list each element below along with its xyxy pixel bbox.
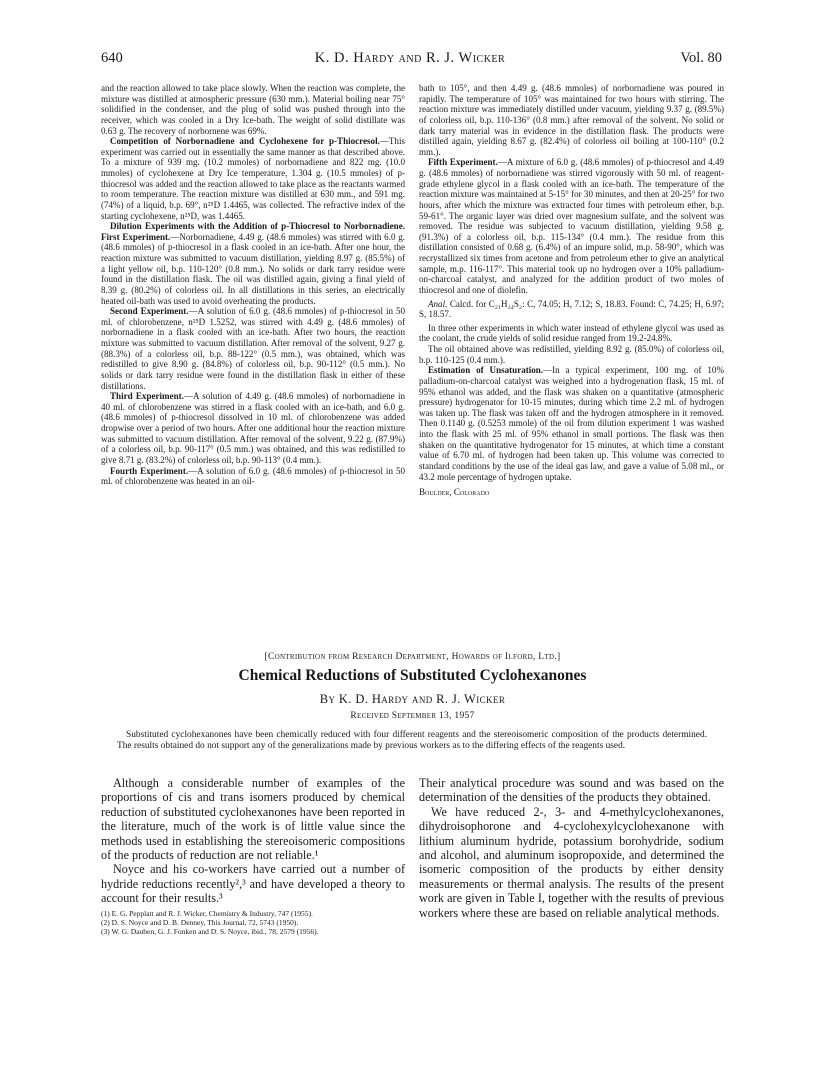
body-paragraph: Noyce and his co-workers have carried out a number of hydride reductions recently²,³ and have developed a theory to account for their results.³	[101, 862, 405, 906]
body-left-column	[101, 776, 405, 937]
body-right-column	[419, 776, 724, 920]
paragraph: bath to 105°, and then 4.49 g. (48.6 mmoles) of norbornadiene was poured in rapidly. The temperature of 105° was maintained for two hours with stirring. The reaction mixture was immediately distilled under vacuum, yielding 9.37 g. (89.5%) of colorless oil, b.p. 110-136° (0.8 mm.) after removal of the solvent. No solid or dark tarry material was in evidence in the distillation flask. The products were distilled again, yielding 8.67 g. (82.4%) of colorless oil boiling at 100-110° (0.2 mm.).	[419, 83, 724, 157]
left-column	[101, 83, 405, 487]
paragraph: Competition of Norbornadiene and Cyclohexene for p-Thiocresol.—This experiment was carried out in essentially the same manner as that described above. To a mixture of 939 mg. (10.2 mmoles) of norbornadiene and 822 mg. (10.0 mmoles) of cyclohexene at Dry Ice temperature, 1.304 g. (10.5 mmoles) of p-thiocresol was added and the reaction allowed to take place as the reactants warmed to room temperature. The reaction mixture was distilled at 630 mm., and 591 mg. (74%) of a liquid, b.p. 69°, n²⁵D 1.4465, was collected. The refractive index of the starting cyclohexene, n²⁵D, was 1.4465.	[101, 136, 405, 221]
abstract	[117, 730, 707, 752]
paragraph: Fifth Experiment.—A mixture of 6.0 g. (48.6 mmoles) of p-thiocresol and 4.49 g. (48.6 mmoles) of norbornadiene was stirred vigorously with 50 ml. of reagent-grade ethylene glycol in a flask cooled with an ice-bath. The temperature of the reaction mixture was maintained at 5-15° for 30 minutes, and then at 20-25° for two hours, after which the mixture was extracted four times with petroleum ether, b.p. 59-61°. The organic layer was dried over magnesium sulfate, and the solvent was removed. The residue was subjected to vacuum distillation, yielding 9.58 g. (91.3%) of a colorless oil, b.p. 115-134° (0.4 mm.). The residue from this distillation consisted of 0.68 g. (6.4%) of an impure solid, m.p. 58-90°, which was recrystallized six times from acetone and from petroleum ether to give an analytical sample, m.p. 116-117°. This material took up no hydrogen over a 10% palladium-on-charcoal catalyst, and analyzed for the addition product of two moles of thiocresol and one of diolefin.	[419, 157, 724, 295]
body-paragraph: Their analytical procedure was sound and was based on the determination of the densities of the products they obtained.	[419, 776, 724, 805]
analysis-paragraph: Anal. Calcd. for C₂₁H₂₄S₂: C, 74.05; H, 7.12; S, 18.83. Found: C, 74.25; H, 6.97; S, 18.57.	[419, 298, 724, 320]
volume-label: Vol. 80	[680, 50, 722, 66]
contribution-line: [Contribution from Research Department, Howards of Ilford, Ltd.]	[264, 652, 561, 662]
footnote: (3) W. G. Dauben, G. J. Fonken and D. S. Noyce, ibid., 78, 2579 (1956).	[101, 927, 319, 937]
footnote: (1) E. G. Pepplatt and R. J. Wicker, Chemistry & Industry, 747 (1955).	[101, 908, 313, 918]
paragraph: Second Experiment.—A solution of 6.0 g. (48.6 mmoles) of p-thiocresol in 50 ml. of chlorobenzene, n²⁵D 1.5252, was stirred with 4.49 g. (48.6 mmoles) of norbornadiene in a flask cooled with an ice-bath. After two hours, the reaction mixture was submitted to vacuum distillation. After removal of the solvent, 9.27 g. (88.3%) of a colorless oil, b.p. 88-122° (0.5 mm.), was obtained, which was redistilled to give 8.90 g. (84.8%) of colorless oil, b.p. 90-112° (0.5 mm.). No solids or dark tarry residue were found in the distillation flask in either of these distillations.	[101, 306, 405, 391]
received-date: Received September 13, 1957	[350, 711, 475, 721]
paragraph: Fourth Experiment.—A solution of 6.0 g. (48.6 mmoles) of p-thiocresol in 50 ml. of chlorobenzene was heated in an oil-	[101, 465, 405, 487]
right-column	[419, 83, 724, 498]
abstract-text: Substituted cyclohexanones have been chemically reduced with four different reagents and the stereoisomeric composition of the products determined. The results obtained do not support any of the generalizations made by previous workers as to the differing effects of the reagents used.	[117, 730, 707, 751]
paragraph: and the reaction allowed to take place slowly. When the reaction was complete, the mixture was distilled at atmospheric pressure (630 mm.). Material boiling near 75° solidified in the condenser, and the plug of solid was pushed through into the receiver, which was cooled in a Dry Ice-bath. The weight of solid distillate was 0.63 g. The recovery of norbornene was 69%.	[101, 83, 405, 136]
paragraph: The oil obtained above was redistilled, yielding 8.92 g. (85.0%) of colorless oil, b.p. 110-125 (0.4 mm.).	[419, 344, 724, 365]
body-paragraph: Although a considerable number of examples of the proportions of cis and trans isomers produced by chemical reduction of substituted cyclohexanones have been reported in the literature, much of the work is of little value since the methods used in establishing the stereoisomeric compositions of the products of reduction are not reliable.¹	[101, 776, 405, 863]
paragraph: Estimation of Unsaturation.—In a typical experiment, 100 mg. of 10% palladium-on-charcoal catalyst was weighed into a hydrogenation flask, 15 ml. of 95% ethanol was added, and the flask was shaken on a quantitative (atmospheric pressure) hydrogenator for 10-15 minutes, during which time 2.2 ml. of hydrogen was taken up. The flask was taken off and the hydrogen atmosphere in it removed. Then 0.1140 g. (0.5253 mmole) of the oil from dilution experiment 1 was washed into the flask with 25 ml. of 95% ethanol in small portions. The flask was then shaken on the quantitative hydrogenator for 15 minutes, at which time a constant value of 6.70 ml. of hydrogen had been taken up. This volume was corrected to standard conditions by the use of the ideal gas law, and gave a value of 5.08 ml., or 43.2 mole percentage of hydrogen uptake.	[419, 365, 724, 482]
paragraph: Dilution Experiments with the Addition of p-Thiocresol to Norbornadiene. First Experiment.—Norbornadiene, 4.49 g. (48.6 mmoles) was stirred with 6.0 g. (48.6 mmoles) of p-thiocresol in a flask cooled in an ice-bath. After one hour, the reaction mixture was submitted to vacuum distillation, yielding 8.97 g. (85.5%) of a light yellow oil, b.p. 110-120° (0.8 mm.). No solids or dark tarry residue were found in the distillation flask. The oil was distilled again, giving a final yield of 8.39 g. (80.2%) of colorless oil. In all distillations in this series, an electrically heated oil-bath was used to avoid overheating the products.	[101, 221, 406, 306]
article-title: Chemical Reductions of Substituted Cyclohexanones	[238, 667, 587, 684]
body-paragraph: We have reduced 2-, 3- and 4-methylcyclohexanones, dihydroisophorone and 4-cyclohexylcyclohexanone with lithium aluminum hydride, potassium borohydride, sodium and alcohol, and aluminum isopropoxide, and determined the isomeric composition of the products by either density measurements or thermal analysis. The results of the present work are given in Table I, together with the results of previous workers where these are based on reliable analytical methods.	[419, 804, 724, 920]
byline: By K. D. Hardy and R. J. Wicker	[319, 692, 506, 706]
location: Boulder, Colorado	[419, 487, 490, 498]
paragraph: In three other experiments in which water instead of ethylene glycol was used as the coolant, the crude yields of solid residue ranged from 19.2-24.8%.	[419, 322, 724, 344]
paragraph: Third Experiment.—A solution of 4.49 g. (48.6 mmoles) of norbornadiene in 40 ml. of chlorobenzene was stirred in a flask cooled with an ice-bath, and 6.0 g. (48.6 mmoles) of p-thiocresol dissolved in 10 ml. of chlorobenzene was added dropwise over a period of two hours. After one additional hour the reaction mixture was submitted to vacuum distillation. After removal of the solvent, 9.22 g. (87.9%) of a colorless oil, b.p. 90-117° (0.5 mm.) was obtained, and this was redistilled to give 8.71 g. (83.2%) of colorless oil, b.p. 90-113° (0.4 mm.).	[101, 391, 405, 465]
footnote: (2) D. S. Noyce and D. B. Denney, This Journal, 72, 5743 (1950).	[101, 918, 299, 928]
page-number: 640	[101, 50, 123, 66]
running-title: K. D. Hardy and R. J. Wicker	[314, 50, 506, 66]
footnotes	[101, 909, 405, 937]
